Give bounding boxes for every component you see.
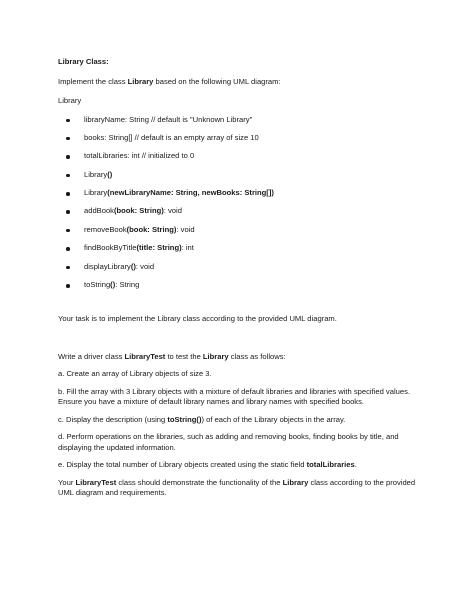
closing-prefix: Your [58, 477, 76, 487]
step-e-suffix: . [354, 460, 357, 470]
member-name: removeBook [84, 224, 127, 234]
bullet-icon [66, 174, 70, 178]
driver-suffix: class as follows: [228, 351, 286, 361]
step-b: b. Fill the array with 3 Library objects with a mixture of default libraries and libraries with specified values. Ensure you have a mixture of default library names and library names with specified books. [58, 386, 410, 407]
intro-prefix: Implement the class [58, 76, 128, 86]
bullet-icon [66, 119, 70, 123]
step-a: a. Create an array of Library objects of size 3. [58, 369, 212, 379]
driver-class-name: LibraryTest [124, 351, 166, 361]
bullet-icon [66, 229, 70, 233]
uml-member-item [84, 225, 416, 243]
member-params: () [130, 261, 136, 271]
member-params: (book: String) [126, 224, 177, 234]
intro-paragraph [58, 77, 416, 88]
member-name: addBook [84, 206, 114, 216]
member-params: () [107, 169, 113, 179]
member-params: () [110, 280, 116, 290]
step-d: d. Perform operations on the libraries, such as adding and removing books, finding books by title, and displaying the updated information. [58, 432, 399, 452]
member-return: : void [176, 224, 195, 234]
member-return: : String [115, 280, 140, 290]
bullet-icon [66, 210, 70, 214]
closing-suffix: class according to the provided UML diagram and requirements. [58, 477, 416, 498]
uml-member-item [84, 206, 416, 224]
uml-class-name: Library [58, 96, 82, 105]
step-c-prefix: c. Display the description (using [58, 414, 168, 424]
step-e-field: totalLibraries [306, 460, 355, 470]
member-params: (title: String) [136, 243, 182, 253]
bullet-icon [66, 155, 70, 159]
member-name: findBookByTitle [84, 243, 137, 253]
driver-target-class: Library [202, 351, 229, 361]
step-c-suffix: ) of each of the Library objects in the array. [201, 414, 346, 424]
member-name: toString [84, 280, 111, 290]
step-e [58, 460, 416, 471]
uml-member-item [84, 262, 416, 280]
member-return: : void [163, 206, 182, 216]
bullet-icon [66, 266, 70, 270]
member-params: (book: String) [113, 206, 164, 216]
member-name: Library [84, 169, 108, 179]
bullet-icon [66, 247, 70, 251]
step-c [58, 415, 416, 426]
closing-test-class: LibraryTest [75, 477, 117, 487]
uml-member-item [84, 170, 416, 188]
closing-target-class: Library [282, 477, 309, 487]
closing-paragraph [58, 478, 416, 499]
uml-member-item [84, 243, 416, 261]
member-name: libraryName: String // default is "Unknown Library" [84, 114, 253, 124]
section-heading: Library Class: [58, 57, 109, 66]
uml-member-item [84, 133, 416, 151]
member-name: displayLibrary [84, 261, 131, 271]
member-name: totalLibraries: int // initialized to 0 [84, 151, 195, 161]
member-name: Library [84, 188, 108, 198]
task-paragraph: Your task is to implement the Library class according to the provided UML diagram. [58, 314, 337, 324]
step-c-method: toString() [167, 414, 202, 424]
intro-class-name: Library [127, 76, 154, 86]
uml-member-item [84, 115, 416, 133]
uml-member-list [58, 115, 416, 299]
closing-middle: class should demonstrate the functionality of the [116, 477, 283, 487]
driver-middle: to test the [165, 351, 203, 361]
uml-member-item [84, 151, 416, 169]
uml-member-item [84, 188, 416, 206]
intro-suffix: based on the following UML diagram: [153, 76, 281, 86]
uml-member-item [84, 280, 416, 298]
member-params: (newLibraryName: String, newBooks: String[]) [107, 188, 274, 198]
member-name: books: String[] // default is an empty array of size 10 [84, 132, 259, 142]
step-e-prefix: e. Display the total number of Library objects created using the static field [58, 460, 307, 470]
member-return: : int [181, 243, 194, 253]
driver-paragraph [58, 352, 416, 363]
bullet-icon [66, 284, 70, 288]
member-return: : void [135, 261, 155, 271]
driver-prefix: Write a driver class [58, 351, 125, 361]
bullet-icon [66, 137, 70, 141]
bullet-icon [66, 192, 70, 196]
